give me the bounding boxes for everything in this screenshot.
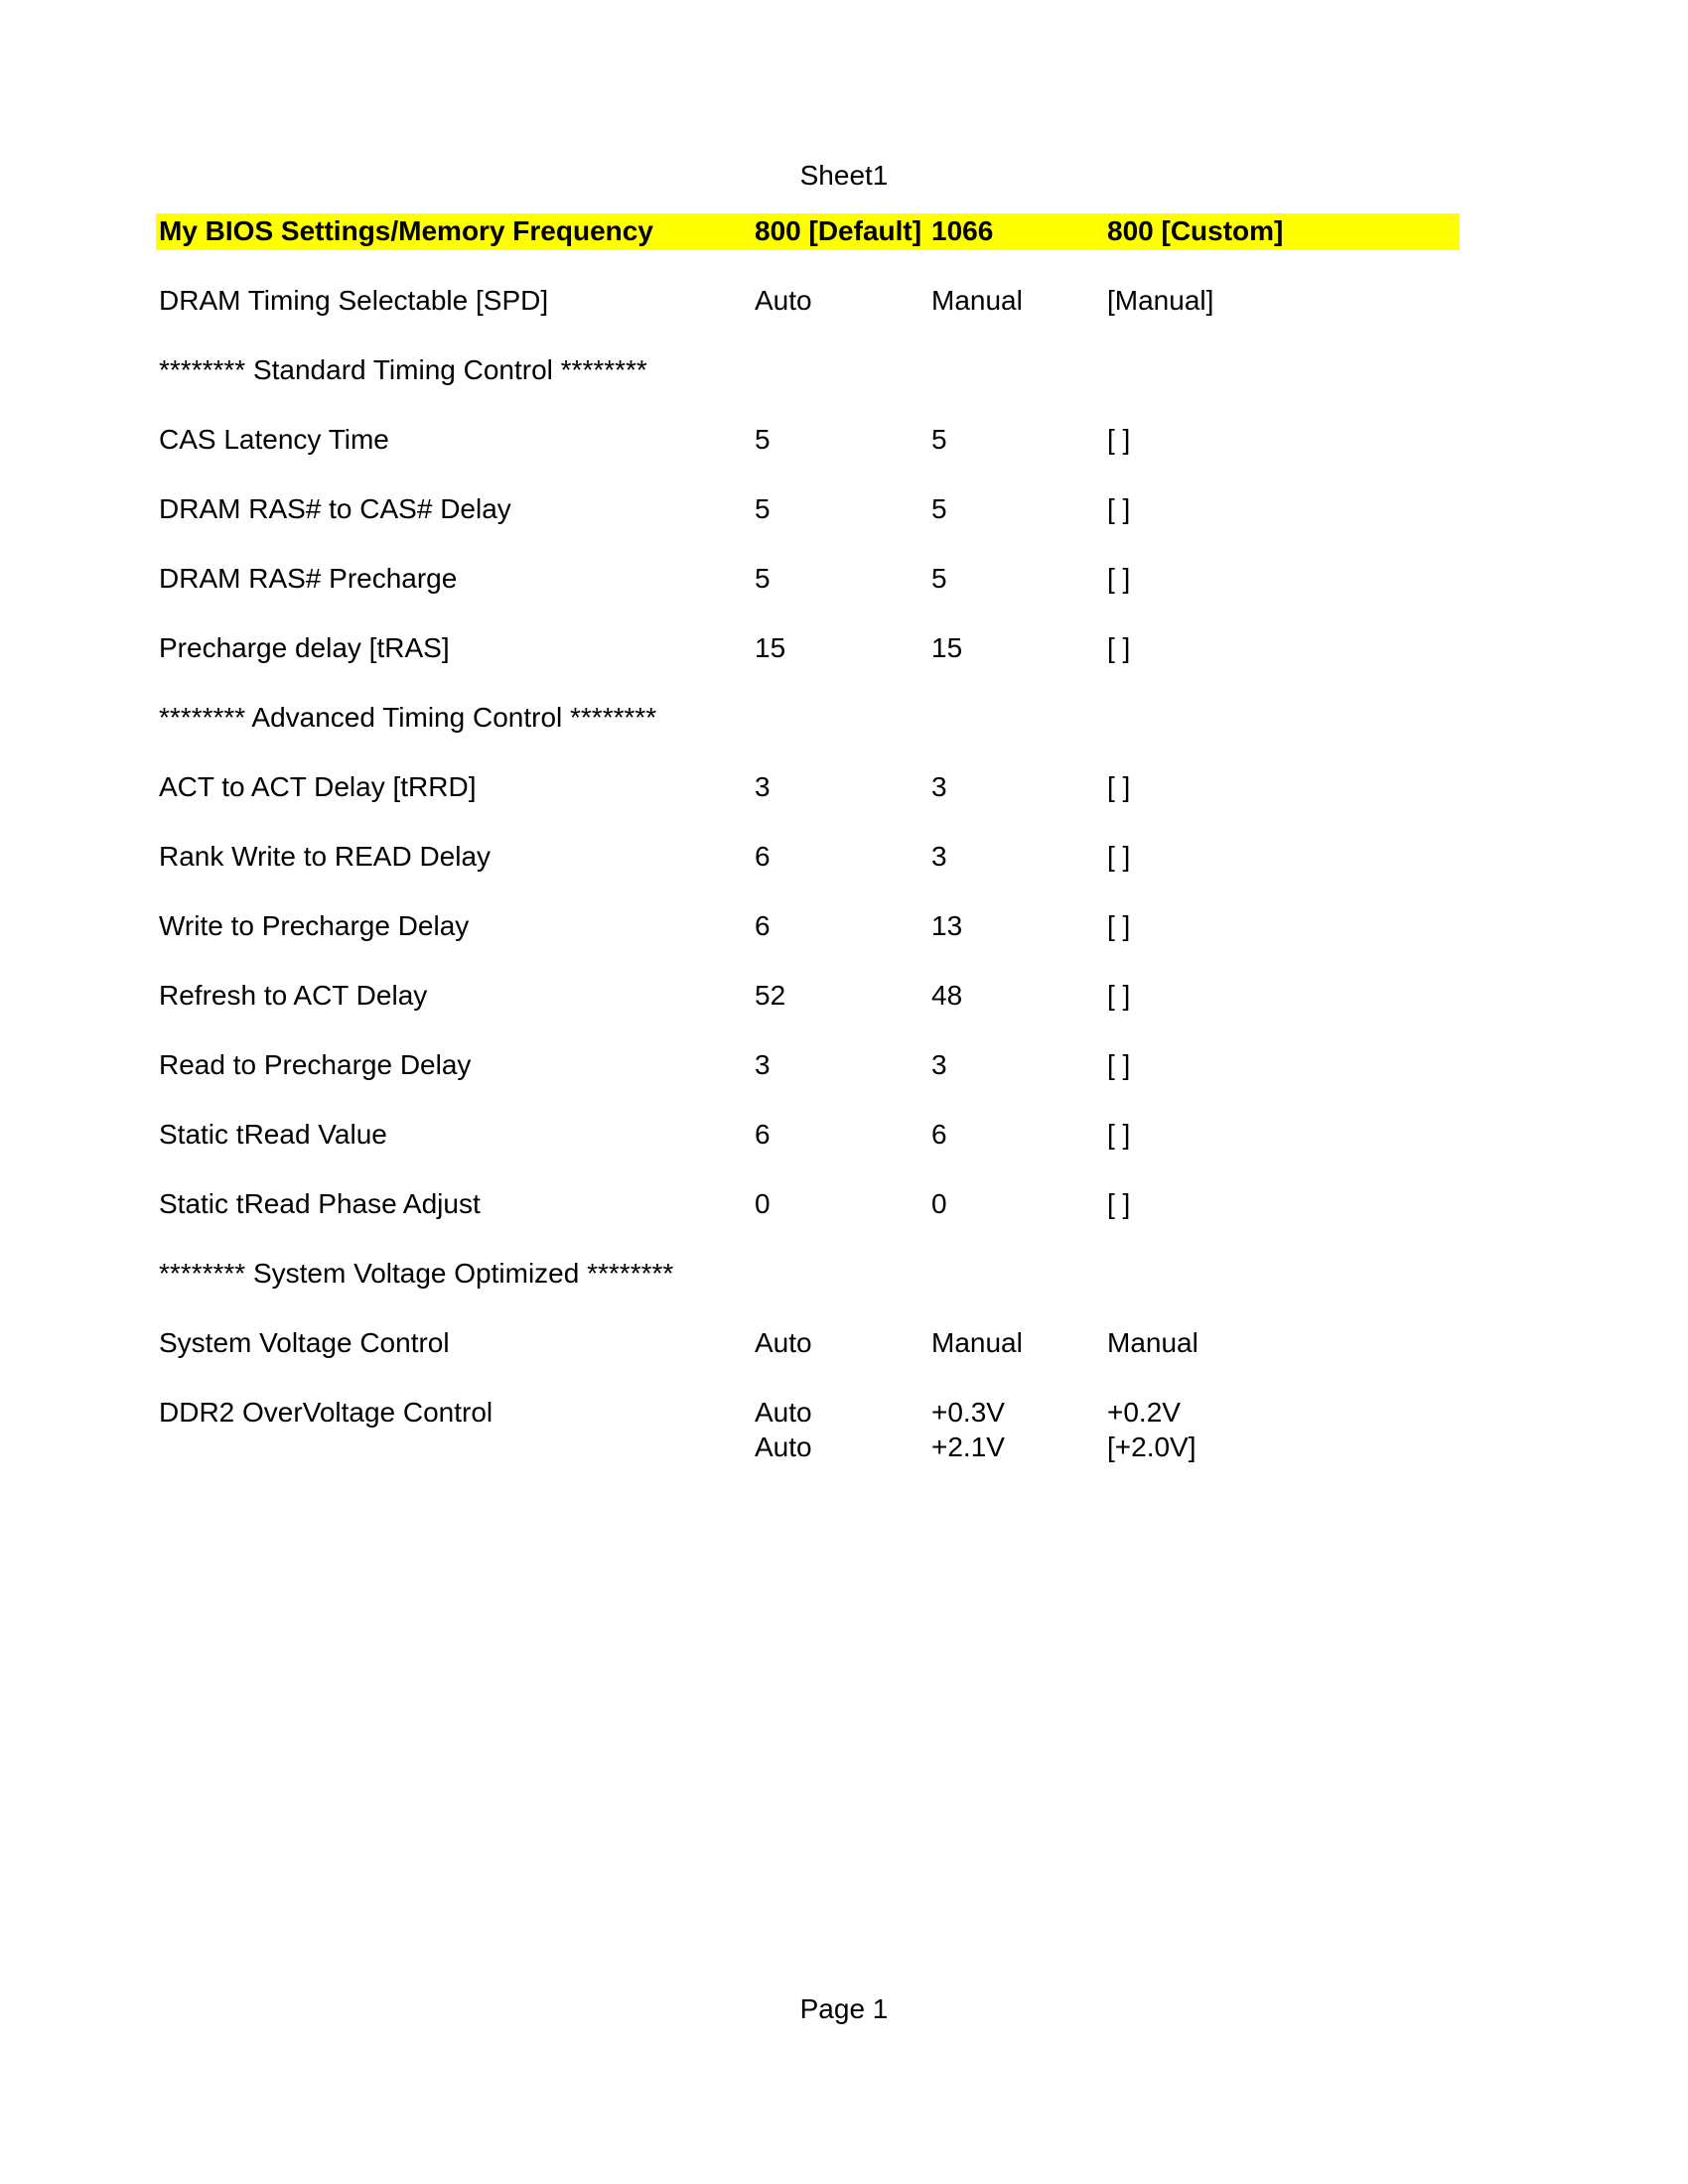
row-value-1066: 13 [931, 910, 963, 941]
table-row [0, 283, 1688, 319]
row-value-1066: 5 [931, 424, 947, 455]
table-row [0, 1117, 1688, 1153]
row-label: CAS Latency Time [159, 424, 389, 455]
row-value-1066: Manual [931, 1327, 1023, 1358]
row-label: ACT to ACT Delay [tRRD] [159, 771, 477, 802]
row-value-1066: 0 [931, 1188, 947, 1219]
row-value-custom: +0.2V [1107, 1397, 1181, 1428]
row-value-default: Auto [755, 1432, 812, 1462]
row-value-default: 15 [755, 632, 786, 663]
row-value-custom: [ ] [1107, 841, 1131, 872]
row-value-custom: [ ] [1107, 1188, 1131, 1219]
row-value-custom: [ ] [1107, 493, 1131, 524]
row-label: Read to Precharge Delay [159, 1049, 472, 1080]
row-label: ******** System Voltage Optimized ******** [159, 1258, 674, 1289]
table-row [0, 1430, 1688, 1465]
row-value-custom: [+2.0V] [1107, 1432, 1196, 1462]
row-value-custom: [ ] [1107, 632, 1131, 663]
header-col-default: 800 [Default] [755, 215, 922, 246]
row-label: ******** Advanced Timing Control ******** [159, 702, 657, 733]
table-row [0, 422, 1688, 458]
row-value-custom: [ ] [1107, 424, 1131, 455]
table-row [0, 1395, 1688, 1431]
table-row [0, 1047, 1688, 1083]
row-label: DRAM RAS# to CAS# Delay [159, 493, 511, 524]
row-value-1066: +2.1V [931, 1432, 1005, 1462]
row-value-default: 6 [755, 910, 771, 941]
table-header-row [0, 213, 1688, 249]
row-label: Static tRead Phase Adjust [159, 1188, 481, 1219]
row-value-1066: 3 [931, 1049, 947, 1080]
table-row [0, 908, 1688, 944]
row-value-custom: [ ] [1107, 563, 1131, 594]
row-value-default: Auto [755, 1327, 812, 1358]
row-label: Precharge delay [tRAS] [159, 632, 450, 663]
row-label: DDR2 OverVoltage Control [159, 1397, 493, 1428]
row-label: Refresh to ACT Delay [159, 980, 428, 1011]
row-value-1066: 15 [931, 632, 963, 663]
table-row [0, 978, 1688, 1014]
page-footer: Page 1 [799, 1993, 889, 2024]
row-label: System Voltage Control [159, 1327, 450, 1358]
row-value-default: 6 [755, 1119, 771, 1150]
row-label: DRAM Timing Selectable [SPD] [159, 285, 549, 316]
sheet-title: Sheet1 [799, 160, 889, 191]
header-label: My BIOS Settings/Memory Frequency [159, 215, 653, 246]
row-label: ******** Standard Timing Control ******** [159, 354, 647, 385]
row-value-1066: 6 [931, 1119, 947, 1150]
row-value-default: 3 [755, 1049, 771, 1080]
row-label: Write to Precharge Delay [159, 910, 470, 941]
row-value-custom: [ ] [1107, 980, 1131, 1011]
row-value-default: 0 [755, 1188, 771, 1219]
row-value-custom: [ ] [1107, 1049, 1131, 1080]
row-value-default: 6 [755, 841, 771, 872]
row-value-1066: Manual [931, 285, 1023, 316]
row-label: DRAM RAS# Precharge [159, 563, 458, 594]
row-label: Rank Write to READ Delay [159, 841, 492, 872]
header-col-custom: 800 [Custom] [1107, 215, 1284, 246]
row-value-custom: [ ] [1107, 771, 1131, 802]
row-value-default: 3 [755, 771, 771, 802]
table-row [0, 1325, 1688, 1361]
table-row [0, 491, 1688, 527]
row-value-1066: 3 [931, 771, 947, 802]
row-value-default: Auto [755, 285, 812, 316]
row-value-default: 5 [755, 563, 771, 594]
row-value-default: Auto [755, 1397, 812, 1428]
table-row [0, 561, 1688, 597]
row-value-1066: 48 [931, 980, 963, 1011]
table-row [0, 352, 1688, 388]
row-value-default: 5 [755, 424, 771, 455]
table-row [0, 769, 1688, 805]
row-value-1066: +0.3V [931, 1397, 1005, 1428]
row-value-custom: Manual [1107, 1327, 1198, 1358]
table-row [0, 630, 1688, 666]
row-label: Static tRead Value [159, 1119, 387, 1150]
row-value-custom: [Manual] [1107, 285, 1214, 316]
table-row [0, 1256, 1688, 1292]
row-value-1066: 5 [931, 493, 947, 524]
table-row [0, 839, 1688, 875]
table-row [0, 1186, 1688, 1222]
header-col-1066: 1066 [931, 215, 994, 246]
table-row [0, 700, 1688, 736]
row-value-1066: 5 [931, 563, 947, 594]
row-value-1066: 3 [931, 841, 947, 872]
row-value-custom: [ ] [1107, 1119, 1131, 1150]
row-value-default: 5 [755, 493, 771, 524]
row-value-custom: [ ] [1107, 910, 1131, 941]
row-value-default: 52 [755, 980, 786, 1011]
